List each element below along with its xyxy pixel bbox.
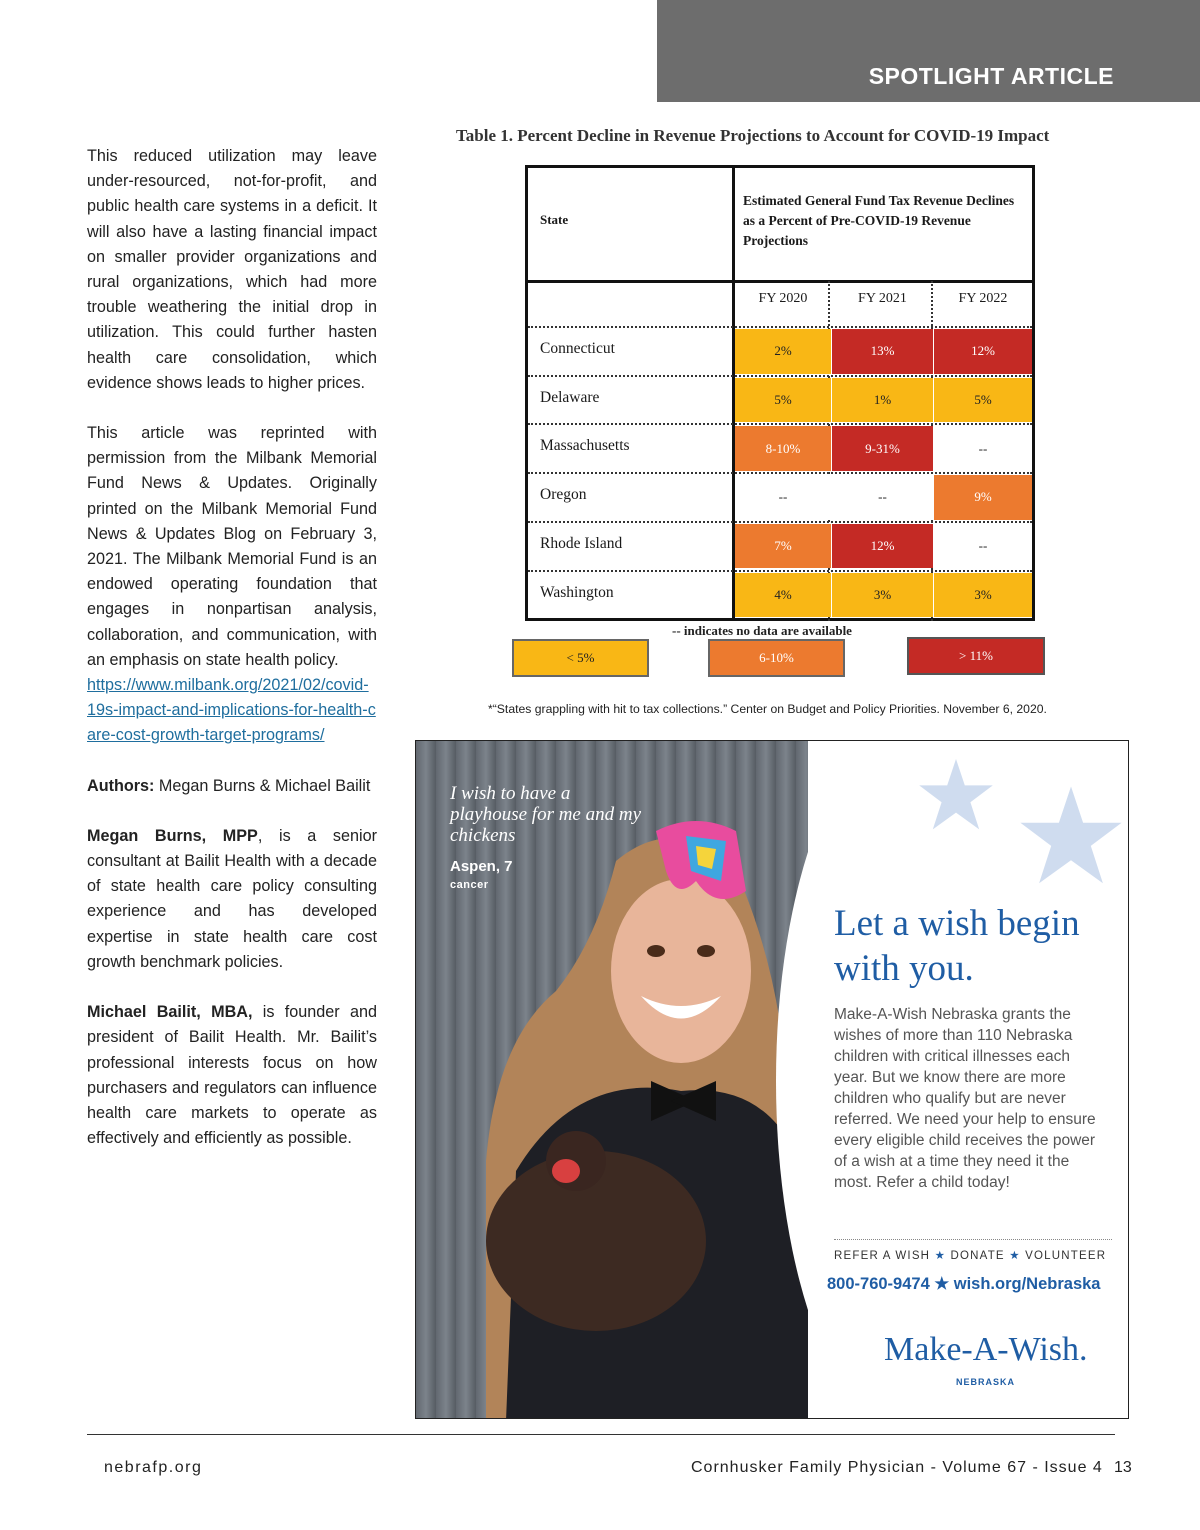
table-cell: -- bbox=[735, 475, 831, 520]
ad-quote: I wish to have a playhouse for me and my chickens bbox=[450, 783, 642, 846]
make-a-wish-logo: Make-A-Wish. bbox=[884, 1331, 1088, 1368]
article-paragraph-2 bbox=[87, 421, 377, 749]
table-year-header: FY 2020 bbox=[758, 291, 808, 306]
table-row-divider bbox=[528, 472, 1032, 474]
table-cell: 3% bbox=[934, 573, 1032, 618]
table-state-name: Massachusetts bbox=[540, 437, 630, 455]
table-year-header: FY 2021 bbox=[858, 291, 907, 306]
table-cell: 7% bbox=[735, 524, 831, 569]
table-cell: 5% bbox=[934, 378, 1032, 423]
table-cell: 13% bbox=[832, 329, 933, 374]
legend-over-11: > 11% bbox=[907, 637, 1045, 675]
ad-website-link[interactable]: wish.org/Nebraska bbox=[953, 1275, 1101, 1293]
table-source-caption: *“States grappling with hit to tax collections.” Center on Budget and Policy Priorities. November 6, 2020. bbox=[488, 702, 1047, 716]
donate-link[interactable]: DONATE bbox=[950, 1250, 1005, 1262]
table-state-name: Delaware bbox=[540, 388, 600, 406]
page-number: 13 bbox=[1114, 1459, 1132, 1476]
table-year-header: FY 2022 bbox=[958, 291, 1008, 306]
table-cell: -- bbox=[934, 426, 1032, 471]
star-icon bbox=[916, 755, 996, 835]
table-cell: 12% bbox=[832, 524, 933, 569]
star-icon: ★ bbox=[1009, 1250, 1021, 1262]
table-cell: 2% bbox=[735, 329, 831, 374]
table-state-name: Washington bbox=[540, 583, 614, 601]
table-title: Table 1. Percent Decline in Revenue Projections to Account for COVID-19 Impact bbox=[456, 126, 1050, 145]
make-a-wish-logo-subtitle: NEBRASKA bbox=[956, 1377, 1016, 1387]
author-bio-2-text: is founder and president of Bailit Health. Mr. Bailit’s professional interests focus on how purchasers and regulators can influence health care markets to operate as effectively and efficiently as possible. bbox=[87, 1003, 378, 1148]
legend-under-5: < 5% bbox=[512, 639, 649, 677]
volunteer-link[interactable]: VOLUNTEER bbox=[1025, 1250, 1107, 1262]
table-cell: 5% bbox=[735, 378, 831, 423]
ad-child-diagnosis: cancer bbox=[450, 879, 489, 891]
ad-contact-line bbox=[827, 1274, 1100, 1294]
authors-line bbox=[87, 774, 377, 799]
section-banner bbox=[657, 0, 1200, 102]
table-state-name: Rhode Island bbox=[540, 534, 623, 552]
footer-rule bbox=[87, 1434, 1115, 1435]
footer-site: nebrafp.org bbox=[104, 1459, 203, 1476]
footer-publication: Cornhusker Family Physician - Volume 67 - Issue 4 bbox=[691, 1459, 1103, 1476]
table-header-rule bbox=[528, 280, 1032, 283]
table-description-header: Estimated General Fund Tax Revenue Declines as a Percent of Pre-COVID-19 Revenue Projections bbox=[743, 193, 1015, 248]
refer-a-wish-link[interactable]: REFER A WISH bbox=[834, 1250, 931, 1262]
authors-names: Megan Burns & Michael Bailit bbox=[154, 776, 371, 795]
article-paragraph-1: This reduced utilization may leave under-resourced, not-for-profit, and public health care systems in a deficit. It will also have a lasting financial impact on smaller provider organizations and rural organizations, which had more trouble weathering the initial drop in utilization. This could further hasten health care consolidation, which evidence shows leads to higher prices. bbox=[87, 147, 377, 392]
table-cell: 3% bbox=[832, 573, 933, 618]
table-row-divider bbox=[528, 423, 1032, 425]
ad-body: Make-A-Wish Nebraska grants the wishes of more than 110 Nebraska children with critical illnesses each year. But we know there are more children who qualify but are never referred. We need your help to ensure every eligible child receives the power of a wish at a time they need it the most. Refer a child today! bbox=[834, 1006, 1096, 1191]
table-cell: 1% bbox=[832, 378, 933, 423]
table-cell: 12% bbox=[934, 329, 1032, 374]
authors-label: Authors: bbox=[87, 776, 155, 795]
table-cell: 4% bbox=[735, 573, 831, 618]
star-icon: ★ bbox=[934, 1275, 954, 1293]
table-row-divider bbox=[528, 326, 1032, 328]
make-a-wish-ad bbox=[415, 740, 1129, 1419]
ad-cta-row bbox=[834, 1239, 1112, 1262]
author-bio-1-text: , is a senior consultant at Bailit Health with a decade of state health care policy consulting experience and has developed expertise in state health care cost growth benchmark policies. bbox=[87, 826, 377, 971]
table-state-name: Oregon bbox=[540, 486, 587, 504]
table-state-name: Connecticut bbox=[540, 340, 615, 357]
author-bio-2 bbox=[87, 1000, 377, 1151]
star-icon bbox=[1016, 781, 1126, 891]
ad-headline: Let a wish begin with you. bbox=[834, 903, 1080, 989]
author-bio-1 bbox=[87, 824, 377, 975]
ad-child-name: Aspen, 7 bbox=[450, 858, 513, 875]
milbank-article-link[interactable]: https://www.milbank.org/2021/02/covid-19s-impact-and-implications-for-health-care-cost-growth-target-programs/ bbox=[87, 676, 376, 745]
table-cell: 9% bbox=[934, 475, 1032, 520]
table-row-divider bbox=[528, 570, 1032, 572]
section-label: SPOTLIGHT ARTICLE bbox=[868, 63, 1114, 89]
table-cell: 8-10% bbox=[735, 426, 831, 471]
table-row-divider bbox=[528, 375, 1032, 377]
table-cell: -- bbox=[832, 475, 933, 520]
table-cell: 9-31% bbox=[832, 426, 933, 471]
author-bio-2-name: Michael Bailit, MBA, bbox=[87, 1003, 253, 1022]
article-column bbox=[87, 144, 377, 1176]
ad-phone-number[interactable]: 800-760-9474 bbox=[827, 1275, 930, 1293]
revenue-decline-table bbox=[525, 165, 1035, 621]
reprint-note: This article was reprinted with permission from the Milbank Memorial Fund News & Updates. Originally printed on the Milbank Memorial Fund News & Updates Blog on February 3, 2021. The Milbank Memorial Fund is an endowed operating foundation that engages in nonpartisan analysis, collaboration, and communication, with an emphasis on state health policy. bbox=[87, 424, 377, 669]
star-icon: ★ bbox=[934, 1250, 947, 1262]
table-state-header: State bbox=[540, 212, 569, 227]
legend-6-10: 6-10% bbox=[708, 639, 845, 677]
author-bio-1-name: Megan Burns, MPP bbox=[87, 826, 258, 845]
table-row-divider bbox=[528, 521, 1032, 523]
no-data-note: -- indicates no data are available bbox=[672, 623, 852, 638]
table-cell: -- bbox=[934, 524, 1032, 569]
